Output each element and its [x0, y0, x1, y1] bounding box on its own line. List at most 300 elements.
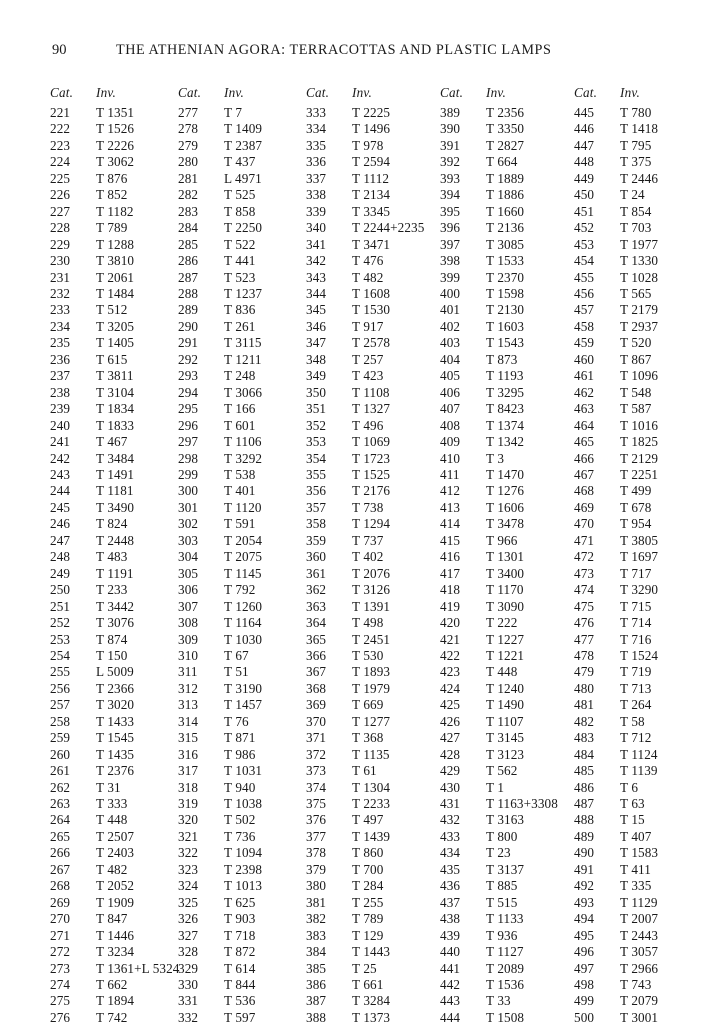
- cat-number: 413: [440, 499, 461, 515]
- table-row: [574, 812, 702, 828]
- inv-number: T 2451: [352, 631, 391, 647]
- cat-number: 475: [574, 598, 595, 614]
- cat-number: 288: [178, 285, 199, 301]
- inv-number: T 2446: [620, 170, 659, 186]
- cat-number: 302: [178, 516, 199, 532]
- cat-number: 295: [178, 401, 199, 417]
- inv-number: T 255: [352, 894, 384, 910]
- table-row: [50, 516, 178, 532]
- column-rows: [178, 105, 306, 1026]
- table-row: [50, 286, 178, 302]
- inv-number: T 15: [620, 812, 645, 828]
- cat-number: 262: [50, 779, 71, 795]
- cat-number: 318: [178, 779, 199, 795]
- inv-number: T 2366: [96, 680, 135, 696]
- table-row: [178, 335, 306, 351]
- cat-number: 291: [178, 335, 199, 351]
- table-row: [306, 286, 440, 302]
- table-column-4: [440, 85, 574, 1026]
- cat-number: 483: [574, 730, 595, 746]
- table-row: [574, 302, 702, 318]
- inv-number: T 2136: [486, 220, 525, 236]
- inv-number: T 2594: [352, 154, 391, 170]
- table-row: [574, 451, 702, 467]
- inv-number: T 24: [620, 187, 645, 203]
- table-row: [440, 993, 574, 1009]
- inv-number: T 2226: [96, 137, 135, 153]
- cat-number: 280: [178, 154, 199, 170]
- table-row: [50, 302, 178, 318]
- inv-number: T 407: [620, 828, 652, 844]
- inv-number: T 917: [352, 318, 384, 334]
- table-row: [50, 368, 178, 384]
- inv-number: T 662: [96, 977, 128, 993]
- table-row: [574, 319, 702, 335]
- table-row: [178, 599, 306, 615]
- inv-number: T 1260: [224, 598, 263, 614]
- inv-number: T 483: [96, 549, 128, 565]
- table-row: [440, 451, 574, 467]
- table-row: [574, 138, 702, 154]
- inv-number: T 1979: [352, 680, 391, 696]
- inv-number: T 867: [620, 351, 652, 367]
- table-row: [50, 352, 178, 368]
- table-row: [574, 401, 702, 417]
- table-row: [574, 237, 702, 253]
- inv-number: T 852: [96, 187, 128, 203]
- table-row: [178, 632, 306, 648]
- cat-number: 285: [178, 236, 199, 252]
- table-column-2: [178, 85, 306, 1026]
- cat-number: 231: [50, 269, 71, 285]
- table-row: [178, 467, 306, 483]
- table-row: [306, 483, 440, 499]
- cat-number: 499: [574, 993, 595, 1009]
- cat-number: 495: [574, 927, 595, 943]
- table-row: [306, 648, 440, 664]
- inv-number: T 2356: [486, 105, 525, 120]
- column-header-inv: Inv.: [224, 85, 244, 100]
- table-row: [178, 533, 306, 549]
- table-row: [50, 845, 178, 861]
- cat-number: 444: [440, 1009, 461, 1025]
- cat-number: 418: [440, 582, 461, 598]
- table-row: [306, 516, 440, 532]
- inv-number: T 548: [620, 384, 652, 400]
- table-row: [50, 105, 178, 121]
- inv-number: T 1446: [96, 927, 135, 943]
- cat-number: 426: [440, 713, 461, 729]
- cat-number: 449: [574, 170, 595, 186]
- cat-number: 391: [440, 137, 461, 153]
- inv-number: T 502: [224, 812, 256, 828]
- cat-number: 230: [50, 253, 71, 269]
- inv-number: T 738: [352, 499, 384, 515]
- inv-number: T 2076: [352, 565, 391, 581]
- cat-number: 355: [306, 466, 327, 482]
- table-row: [574, 697, 702, 713]
- table-row: [178, 220, 306, 236]
- table-row: [574, 664, 702, 680]
- table-row: [50, 434, 178, 450]
- column-header-cat: Cat.: [50, 85, 74, 100]
- table-row: [50, 220, 178, 236]
- inv-number: T 1240: [486, 680, 525, 696]
- cat-number: 359: [306, 532, 327, 548]
- table-row: [178, 204, 306, 220]
- cat-number: 292: [178, 351, 199, 367]
- table-row: [178, 664, 306, 680]
- table-row: [50, 780, 178, 796]
- table-row: [306, 368, 440, 384]
- table-row: [574, 204, 702, 220]
- inv-number: T 1327: [352, 401, 391, 417]
- table-row: [50, 911, 178, 927]
- table-column-5: [574, 85, 702, 1026]
- inv-number: T 3163: [486, 812, 525, 828]
- table-row: [306, 730, 440, 746]
- cat-number: 367: [306, 664, 327, 680]
- column-rows: [306, 105, 440, 1026]
- cat-number: 287: [178, 269, 199, 285]
- table-row: [440, 352, 574, 368]
- concordance-table: [50, 85, 669, 1026]
- inv-number: T 1135: [352, 746, 390, 762]
- inv-number: T 538: [224, 466, 256, 482]
- inv-number: T 1893: [352, 664, 391, 680]
- inv-number: T 3001: [620, 1009, 659, 1025]
- table-row: [574, 385, 702, 401]
- cat-number: 445: [574, 105, 595, 120]
- cat-number: 352: [306, 417, 327, 433]
- cat-number: 414: [440, 516, 461, 532]
- cat-number: 319: [178, 796, 199, 812]
- cat-number: 468: [574, 483, 595, 499]
- inv-number: T 3484: [96, 450, 135, 466]
- inv-number: T 448: [486, 664, 518, 680]
- table-row: [440, 270, 574, 286]
- cat-number: 298: [178, 450, 199, 466]
- table-row: [306, 105, 440, 121]
- inv-number: T 1112: [352, 170, 390, 186]
- cat-number: 384: [306, 944, 327, 960]
- table-row: [574, 911, 702, 927]
- table-row: [50, 648, 178, 664]
- cat-number: 450: [574, 187, 595, 203]
- cat-number: 422: [440, 647, 461, 663]
- table-row: [178, 237, 306, 253]
- cat-number: 464: [574, 417, 595, 433]
- cat-number: 313: [178, 697, 199, 713]
- inv-number: T 67: [224, 647, 249, 663]
- inv-number: T 2507: [96, 828, 135, 844]
- inv-number: T 847: [96, 911, 128, 927]
- inv-number: T 3490: [96, 499, 135, 515]
- cat-number: 484: [574, 746, 595, 762]
- table-row: [178, 780, 306, 796]
- inv-number: T 1304: [352, 779, 391, 795]
- inv-number: T 2251: [620, 466, 659, 482]
- cat-number: 286: [178, 253, 199, 269]
- inv-number: T 233: [96, 582, 128, 598]
- table-row: [306, 681, 440, 697]
- cat-number: 428: [440, 746, 461, 762]
- cat-number: 388: [306, 1009, 327, 1025]
- table-row: [306, 615, 440, 631]
- table-row: [50, 796, 178, 812]
- cat-number: 407: [440, 401, 461, 417]
- cat-number: 371: [306, 730, 327, 746]
- inv-number: T 2403: [96, 845, 135, 861]
- table-row: [50, 747, 178, 763]
- cat-number: 373: [306, 763, 327, 779]
- cat-number: 236: [50, 351, 71, 367]
- table-row: [574, 154, 702, 170]
- inv-number: T 1374: [486, 417, 525, 433]
- inv-number: T 25: [352, 960, 377, 976]
- cat-number: 465: [574, 434, 595, 450]
- cat-number: 276: [50, 1009, 71, 1025]
- table-row: [178, 138, 306, 154]
- cat-number: 411: [440, 466, 460, 482]
- inv-number: T 333: [96, 796, 128, 812]
- cat-number: 481: [574, 697, 595, 713]
- table-row: [440, 599, 574, 615]
- table-row: [440, 138, 574, 154]
- cat-number: 294: [178, 384, 199, 400]
- cat-number: 398: [440, 253, 461, 269]
- table-row: [440, 220, 574, 236]
- inv-number: T 1977: [620, 236, 659, 252]
- inv-number: T 2233: [352, 796, 391, 812]
- table-row: [50, 500, 178, 516]
- inv-number: T 1361+L 5324: [96, 960, 180, 976]
- table-row: [50, 615, 178, 631]
- cat-number: 353: [306, 434, 327, 450]
- cat-number: 348: [306, 351, 327, 367]
- table-row: [440, 944, 574, 960]
- cat-number: 492: [574, 878, 595, 894]
- cat-number: 369: [306, 697, 327, 713]
- table-row: [440, 829, 574, 845]
- table-row: [50, 154, 178, 170]
- inv-number: T 1491: [96, 466, 135, 482]
- cat-number: 237: [50, 368, 71, 384]
- cat-number: 247: [50, 532, 71, 548]
- inv-number: T 423: [352, 368, 384, 384]
- column-header-inv: Inv.: [620, 85, 640, 100]
- inv-number: T 3350: [486, 121, 525, 137]
- table-row: [178, 829, 306, 845]
- cat-number: 321: [178, 828, 199, 844]
- inv-number: T 1030: [224, 631, 263, 647]
- table-row: [178, 270, 306, 286]
- cat-number: 317: [178, 763, 199, 779]
- table-row: [50, 993, 178, 1009]
- table-row: [178, 154, 306, 170]
- table-row: [306, 697, 440, 713]
- cat-number: 408: [440, 417, 461, 433]
- table-row: [178, 385, 306, 401]
- cat-number: 448: [574, 154, 595, 170]
- inv-number: T 1164: [224, 615, 262, 631]
- inv-number: T 476: [352, 253, 384, 269]
- table-row: [50, 385, 178, 401]
- table-row: [306, 763, 440, 779]
- table-row: [306, 961, 440, 977]
- column-header: [440, 85, 574, 101]
- table-row: [440, 730, 574, 746]
- cat-number: 477: [574, 631, 595, 647]
- cat-number: 455: [574, 269, 595, 285]
- cat-number: 301: [178, 499, 199, 515]
- table-row: [50, 253, 178, 269]
- table-row: [574, 977, 702, 993]
- inv-number: T 871: [224, 730, 256, 746]
- inv-number: T 712: [620, 730, 652, 746]
- inv-number: T 1: [486, 779, 505, 795]
- table-row: [574, 434, 702, 450]
- cat-number: 363: [306, 598, 327, 614]
- table-row: [306, 664, 440, 680]
- inv-number: L 5009: [96, 664, 134, 680]
- table-row: [440, 171, 574, 187]
- cat-number: 392: [440, 154, 461, 170]
- cat-number: 395: [440, 203, 461, 219]
- table-row: [574, 418, 702, 434]
- cat-number: 432: [440, 812, 461, 828]
- inv-number: T 31: [96, 779, 121, 795]
- inv-number: T 3295: [486, 384, 525, 400]
- cat-number: 360: [306, 549, 327, 565]
- table-row: [306, 944, 440, 960]
- table-row: [574, 533, 702, 549]
- cat-number: 376: [306, 812, 327, 828]
- table-row: [306, 632, 440, 648]
- cat-number: 221: [50, 105, 71, 120]
- cat-number: 307: [178, 598, 199, 614]
- inv-number: T 714: [620, 615, 652, 631]
- cat-number: 341: [306, 236, 327, 252]
- inv-number: T 3234: [96, 944, 135, 960]
- table-row: [178, 451, 306, 467]
- inv-number: T 1288: [96, 236, 135, 252]
- inv-number: T 1191: [96, 565, 134, 581]
- table-row: [50, 187, 178, 203]
- inv-number: T 1536: [486, 977, 525, 993]
- table-row: [574, 566, 702, 582]
- inv-number: T 522: [224, 236, 256, 252]
- table-row: [306, 928, 440, 944]
- cat-number: 421: [440, 631, 461, 647]
- table-row: [178, 434, 306, 450]
- table-row: [574, 928, 702, 944]
- inv-number: T 248: [224, 368, 256, 384]
- cat-number: 336: [306, 154, 327, 170]
- table-row: [178, 105, 306, 121]
- inv-number: T 7: [224, 105, 243, 120]
- inv-number: T 2966: [620, 960, 659, 976]
- table-row: [50, 319, 178, 335]
- cat-number: 306: [178, 582, 199, 598]
- cat-number: 409: [440, 434, 461, 450]
- cat-number: 375: [306, 796, 327, 812]
- table-row: [178, 845, 306, 861]
- cat-number: 354: [306, 450, 327, 466]
- table-row: [50, 121, 178, 137]
- inv-number: T 1496: [352, 121, 391, 137]
- table-row: [178, 286, 306, 302]
- table-row: [50, 664, 178, 680]
- cat-number: 458: [574, 318, 595, 334]
- cat-number: 248: [50, 549, 71, 565]
- table-row: [306, 895, 440, 911]
- cat-number: 314: [178, 713, 199, 729]
- table-row: [178, 928, 306, 944]
- inv-number: T 1016: [620, 417, 659, 433]
- table-row: [178, 862, 306, 878]
- cat-number: 232: [50, 285, 71, 301]
- inv-number: T 2387: [224, 137, 263, 153]
- cat-number: 491: [574, 861, 595, 877]
- inv-number: T 284: [352, 878, 384, 894]
- inv-number: T 512: [96, 302, 128, 318]
- table-row: [306, 977, 440, 993]
- inv-number: T 1342: [486, 434, 525, 450]
- cat-number: 434: [440, 845, 461, 861]
- table-row: [574, 780, 702, 796]
- table-row: [178, 878, 306, 894]
- table-row: [440, 812, 574, 828]
- table-row: [574, 187, 702, 203]
- table-row: [574, 105, 702, 121]
- cat-number: 344: [306, 285, 327, 301]
- table-row: [574, 895, 702, 911]
- table-row: [574, 714, 702, 730]
- table-row: [50, 599, 178, 615]
- cat-number: 482: [574, 713, 595, 729]
- inv-number: T 737: [352, 532, 384, 548]
- table-row: [440, 664, 574, 680]
- cat-number: 257: [50, 697, 71, 713]
- inv-number: T 1409: [224, 121, 263, 137]
- table-row: [440, 467, 574, 483]
- cat-number: 268: [50, 878, 71, 894]
- table-row: [440, 582, 574, 598]
- cat-number: 272: [50, 944, 71, 960]
- cat-number: 470: [574, 516, 595, 532]
- table-row: [50, 204, 178, 220]
- inv-number: L 4971: [224, 170, 262, 186]
- inv-number: T 1530: [352, 302, 391, 318]
- cat-number: 246: [50, 516, 71, 532]
- table-row: [440, 648, 574, 664]
- table-row: [178, 796, 306, 812]
- cat-number: 454: [574, 253, 595, 269]
- inv-number: T 836: [224, 302, 256, 318]
- column-header: [306, 85, 440, 101]
- cat-number: 252: [50, 615, 71, 631]
- inv-number: T 3290: [620, 582, 659, 598]
- table-row: [440, 845, 574, 861]
- table-row: [440, 434, 574, 450]
- cat-number: 424: [440, 680, 461, 696]
- cat-number: 222: [50, 121, 71, 137]
- inv-number: T 1525: [352, 466, 391, 482]
- column-header-inv: Inv.: [486, 85, 506, 100]
- inv-number: T 3066: [224, 384, 263, 400]
- cat-number: 497: [574, 960, 595, 976]
